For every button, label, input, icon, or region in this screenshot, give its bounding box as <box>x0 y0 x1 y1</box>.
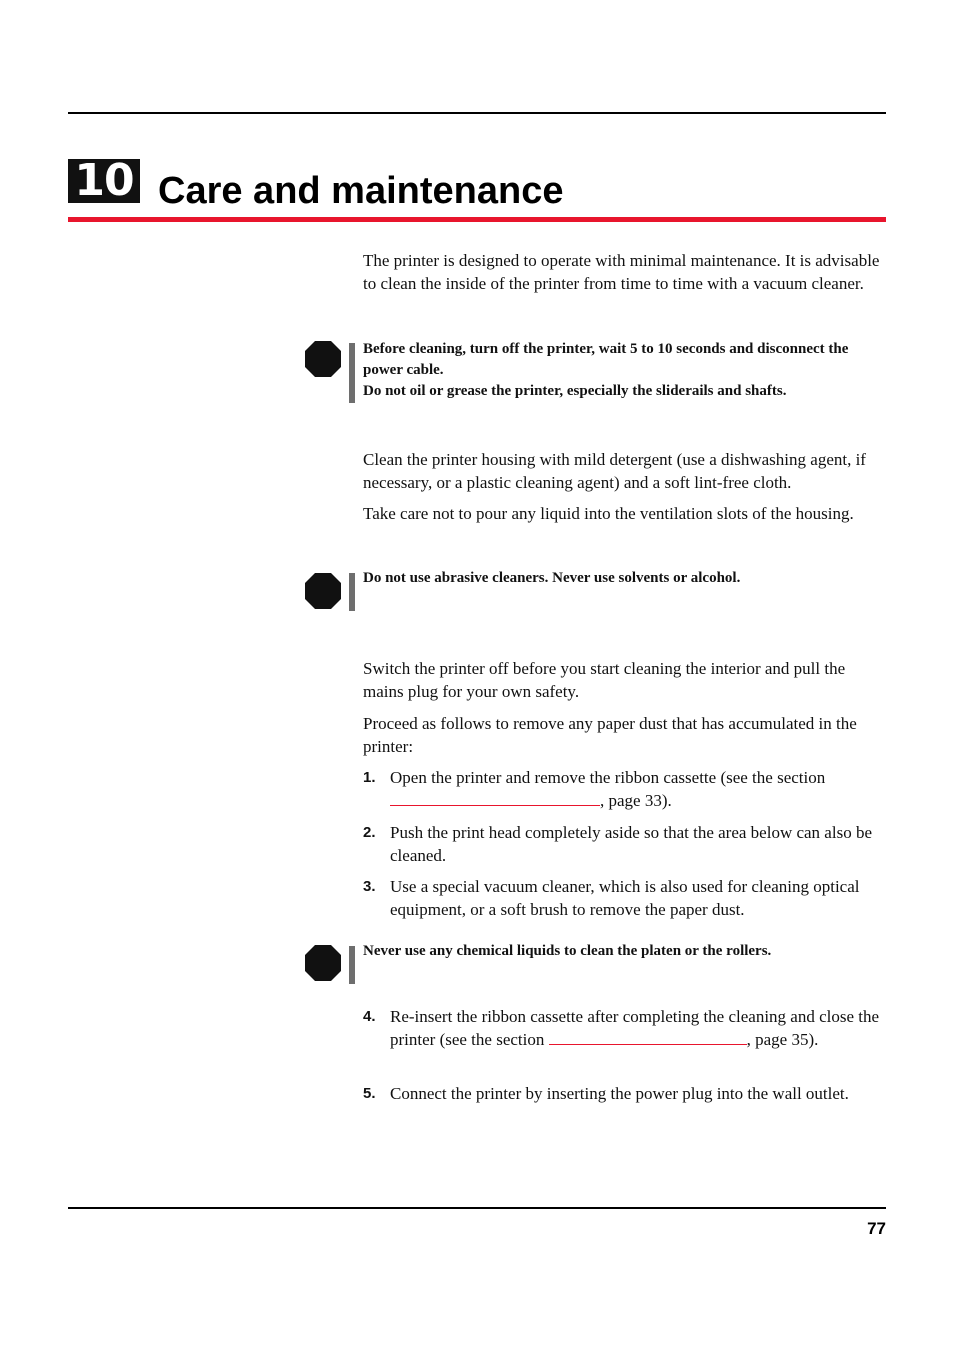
interior-paragraph: Proceed as follows to remove any paper dust that has accumulated in the printer: <box>363 714 857 756</box>
footer-rule <box>68 1207 886 1209</box>
chapter-title: Care and maintenance <box>158 170 564 212</box>
page-number: 77 <box>867 1219 886 1238</box>
warning-note: Do not use abrasive cleaners. Never use solvents or alcohol. <box>363 570 741 586</box>
step-text-part: , page 35). <box>746 1030 819 1049</box>
interior-paragraph: Switch the printer off before you start cleaning the interior and pull the mains plug for your own safety. <box>363 659 846 701</box>
stop-octagon-icon <box>304 572 342 610</box>
warning-bar <box>349 573 355 611</box>
housing-paragraph: Clean the printer housing with mild detergent (use a dishwashing agent, if necessary, or a plastic cleaning agent) and a soft lint-free cloth. <box>363 450 866 492</box>
housing-paragraph: Take care not to pour any liquid into the ventilation slots of the housing. <box>363 504 854 523</box>
step-text-part: Re-insert the ribbon cassette after completing the cleaning and close the printer (see the section <box>390 1007 880 1049</box>
step-text-part: Open the printer and remove the ribbon cassette (see the section <box>390 768 826 787</box>
step-number: 2. <box>363 824 376 841</box>
step-text <box>390 1005 887 1051</box>
warning-bar <box>349 343 355 403</box>
step-number: 4. <box>363 1008 376 1025</box>
warning-note: Never use any chemical liquids to clean the platen or the rollers. <box>363 943 772 959</box>
step-text-part: , page 33). <box>600 791 672 810</box>
warning-line: Before cleaning, turn off the printer, wait 5 to 10 seconds and disconnect the power cable. <box>363 341 849 378</box>
cross-reference-link[interactable] <box>390 789 600 806</box>
warning-line: Do not oil or grease the printer, especially the sliderails and shafts. <box>363 383 787 399</box>
step-text <box>390 766 887 812</box>
title-underline <box>68 217 886 222</box>
intro-paragraph: The printer is designed to operate with minimal maintenance. It is advisable to clean the inside of the printer from time to time with a vacuum cleaner. <box>363 251 880 293</box>
warning-bar <box>349 946 355 984</box>
step-number: 3. <box>363 878 376 895</box>
cross-reference-link[interactable] <box>549 1028 747 1045</box>
header-rule <box>68 112 886 114</box>
warning-note <box>363 339 887 402</box>
stop-octagon-icon <box>304 944 342 982</box>
step-number: 1. <box>363 769 376 786</box>
step-text: Use a special vacuum cleaner, which is also used for cleaning optical equipment, or a soft brush to remove the paper dust. <box>390 877 860 919</box>
stop-octagon-icon <box>304 340 342 378</box>
chapter-number: 10 <box>68 159 140 203</box>
step-number: 5. <box>363 1085 376 1102</box>
step-text: Push the print head completely aside so that the area below can also be cleaned. <box>390 823 872 865</box>
step-text: Connect the printer by inserting the power plug into the wall outlet. <box>390 1084 849 1103</box>
